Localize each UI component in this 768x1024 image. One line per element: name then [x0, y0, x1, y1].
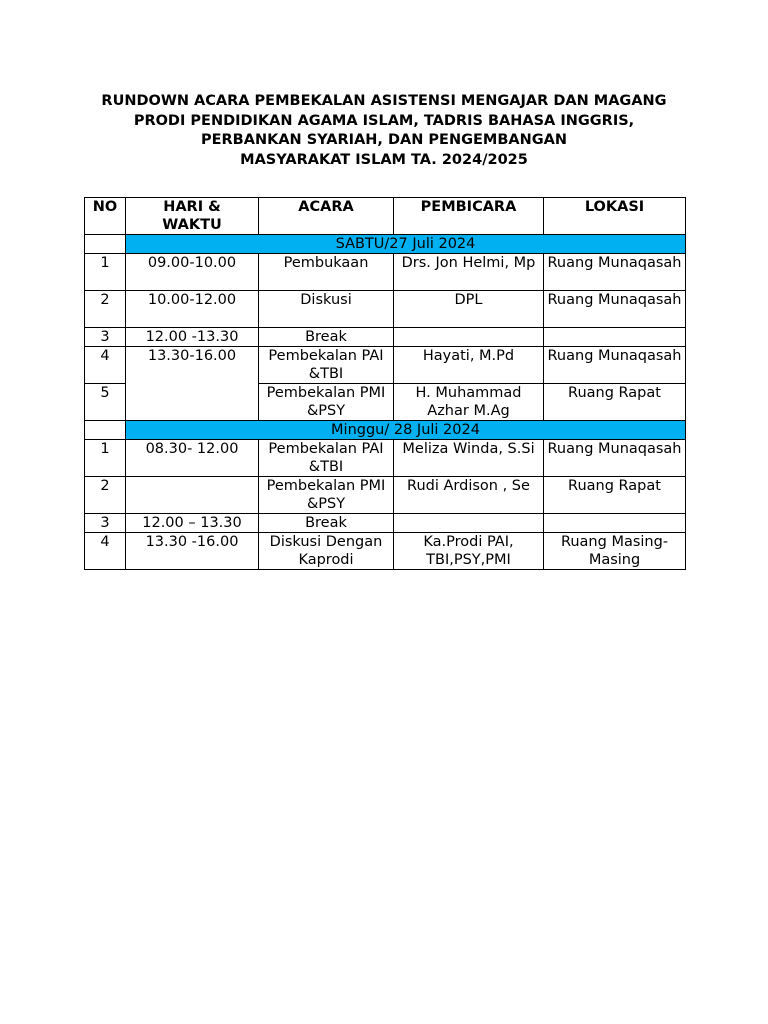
cell-pembicara: Meliza Winda, S.Si: [394, 440, 544, 477]
cell-waktu: [126, 477, 259, 514]
table-row: [85, 440, 686, 477]
cell-no: 2: [85, 291, 126, 328]
cell-no: 1: [85, 440, 126, 477]
table-row: [85, 328, 686, 347]
day-row-blank: [85, 235, 126, 254]
cell-acara: Break: [259, 328, 394, 347]
cell-lokasi: Ruang Rapat: [544, 384, 686, 421]
day-row-1: [85, 235, 686, 254]
cell-pembicara: Ka.Prodi PAI, TBI,PSY,PMI: [394, 533, 544, 570]
cell-lokasi: Ruang Munaqasah: [544, 440, 686, 477]
cell-no: 2: [85, 477, 126, 514]
cell-no: 3: [85, 514, 126, 533]
cell-waktu: 13.30 -16.00: [126, 533, 259, 570]
table-row: [85, 477, 686, 514]
cell-waktu: 13.30-16.00: [126, 347, 259, 421]
day-row-2: [85, 421, 686, 440]
cell-acara: Pembekalan PAI &TBI: [259, 347, 394, 384]
header-lokasi: LOKASI: [544, 198, 686, 235]
cell-pembicara: [394, 328, 544, 347]
document-title: [40, 92, 728, 170]
cell-acara: Pembekalan PMI &PSY: [259, 477, 394, 514]
table-row: [85, 291, 686, 328]
cell-lokasi: [544, 328, 686, 347]
header-hari-line: HARI &: [163, 199, 221, 215]
cell-pembicara: H. Muhammad Azhar M.Ag: [394, 384, 544, 421]
day-label: SABTU/27 Juli 2024: [126, 235, 686, 254]
header-no: NO: [85, 198, 126, 235]
cell-pembicara: DPL: [394, 291, 544, 328]
cell-lokasi: Ruang Rapat: [544, 477, 686, 514]
cell-acara: Break: [259, 514, 394, 533]
cell-waktu: 12.00 -13.30: [126, 328, 259, 347]
cell-waktu: 09.00-10.00: [126, 254, 259, 291]
cell-waktu: 12.00 – 13.30: [126, 514, 259, 533]
cell-no: 4: [85, 533, 126, 570]
table-row: [85, 533, 686, 570]
cell-no: 1: [85, 254, 126, 291]
cell-pembicara: Drs. Jon Helmi, Mp: [394, 254, 544, 291]
cell-pembicara: Rudi Ardison , Se: [394, 477, 544, 514]
cell-acara: Pembukaan: [259, 254, 394, 291]
cell-pembicara: [394, 514, 544, 533]
header-acara: ACARA: [259, 198, 394, 235]
cell-lokasi: Ruang Masing-Masing: [544, 533, 686, 570]
cell-no: 3: [85, 328, 126, 347]
cell-no: 5: [85, 384, 126, 421]
title-line: PERBANKAN SYARIAH, DAN PENGEMBANGAN: [200, 132, 567, 148]
cell-no: 4: [85, 347, 126, 384]
rundown-table: [84, 197, 686, 570]
cell-lokasi: Ruang Munaqasah: [544, 347, 686, 384]
title-line: RUNDOWN ACARA PEMBEKALAN ASISTENSI MENGAJAR DAN MAGANG: [101, 93, 667, 109]
cell-lokasi: Ruang Munaqasah: [544, 291, 686, 328]
cell-acara: Diskusi Dengan Kaprodi: [259, 533, 394, 570]
table-row: [85, 254, 686, 291]
header-hari-waktu: [126, 198, 259, 235]
cell-lokasi: [544, 514, 686, 533]
cell-waktu: 10.00-12.00: [126, 291, 259, 328]
title-line: PRODI PENDIDIKAN AGAMA ISLAM, TADRIS BAHASA INGGRIS,: [133, 112, 635, 129]
title-line: MASYARAKAT ISLAM TA. 2024/2025: [240, 151, 528, 168]
cell-pembicara: Hayati, M.Pd: [394, 347, 544, 384]
cell-acara: Pembekalan PAI &TBI: [259, 440, 394, 477]
table-header-row: [85, 198, 686, 235]
cell-waktu: 08.30- 12.00: [126, 440, 259, 477]
cell-acara: Pembekalan PMI &PSY: [259, 384, 394, 421]
cell-acara: Diskusi: [259, 291, 394, 328]
table-row: [85, 514, 686, 533]
header-waktu-line: WAKTU: [162, 217, 222, 233]
day-row-blank: [85, 421, 126, 440]
cell-lokasi: Ruang Munaqasah: [544, 254, 686, 291]
day-label: Minggu/ 28 Juli 2024: [126, 421, 686, 440]
header-pembicara: PEMBICARA: [394, 198, 544, 235]
table-row: [85, 347, 686, 384]
